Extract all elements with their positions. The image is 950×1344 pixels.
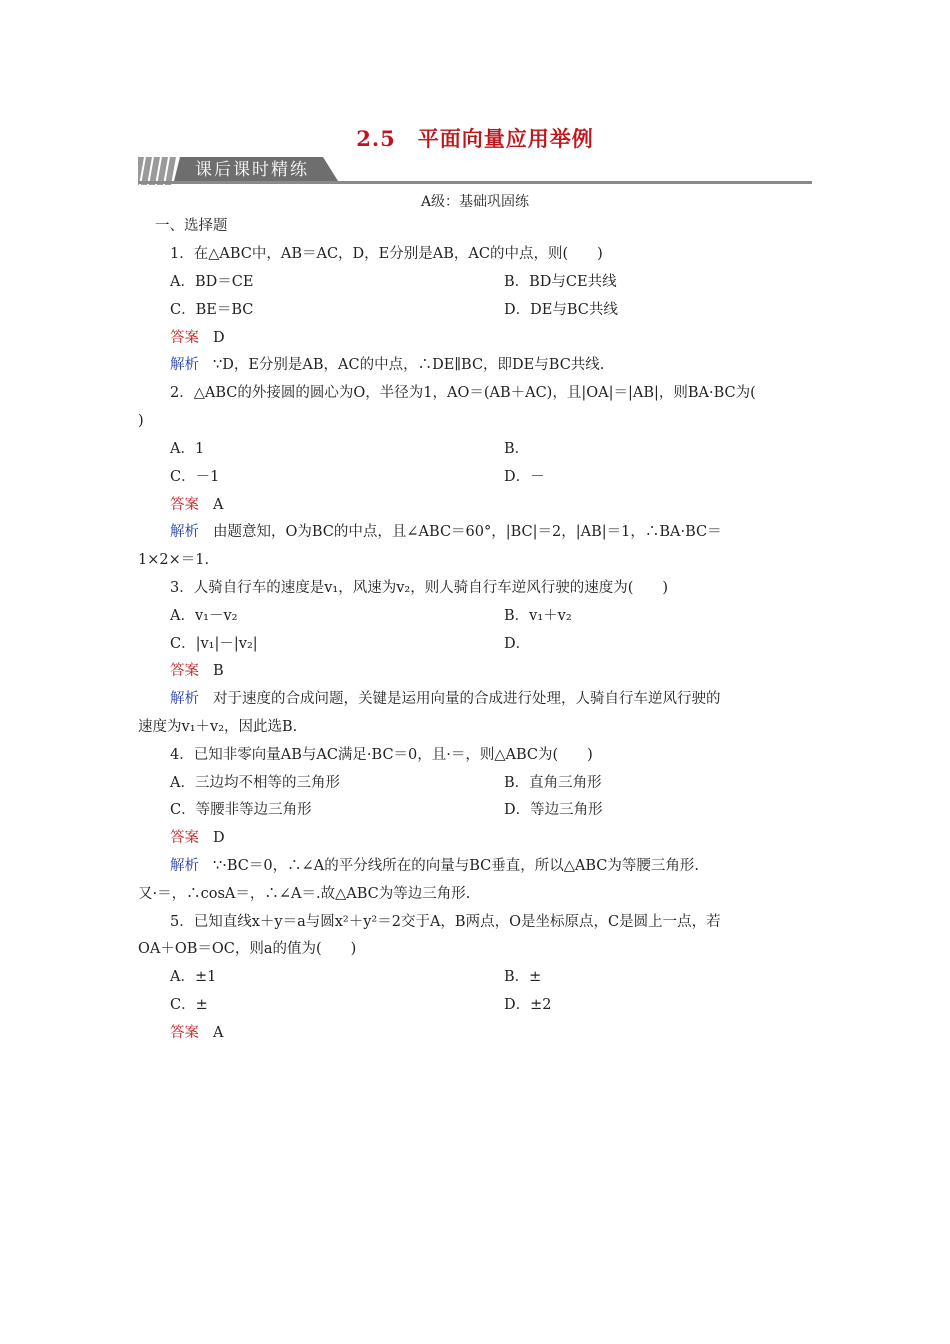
- banner-label: 课后课时精练: [195, 160, 309, 180]
- analysis-text: ∵D，E分别是AB，AC的中点，∴DE∥BC，即DE与BC共线.: [213, 357, 605, 373]
- answer-label: 答案: [170, 830, 199, 846]
- level-heading: A级：基础巩固练: [420, 194, 530, 210]
- q5-stem-cont: OA＋OB＝OC，则a的值为( ): [138, 941, 357, 957]
- q1-stem: 1．在△ABC中，AB＝AC，D，E分别是AB，AC的中点，则( ): [170, 246, 603, 262]
- q1-option-b: B．BD与CE共线: [504, 274, 617, 290]
- q3-option-b: B．v₁＋v₂: [504, 608, 572, 624]
- answer-label: 答案: [170, 330, 199, 346]
- q4-analysis-cont: 又·＝，∴cosA＝，∴∠A＝.故△ABC为等边三角形.: [138, 886, 471, 902]
- q4-analysis: [170, 856, 699, 876]
- answer-value: D: [213, 830, 225, 846]
- answer-label: 答案: [170, 663, 199, 679]
- answer-value: A: [213, 1025, 224, 1041]
- analysis-label: 解析: [170, 858, 199, 874]
- q3-option-a: A．v₁－v₂: [170, 608, 238, 624]
- q1-answer: [170, 328, 225, 348]
- q2-option-d: D．－: [504, 469, 545, 485]
- q2-analysis-cont: 1×2×＝1.: [138, 552, 210, 568]
- section-heading: 一、选择题: [155, 218, 228, 234]
- q1-option-a: A．BD＝CE: [170, 274, 254, 290]
- q3-analysis-cont: 速度为v₁＋v₂，因此选B.: [138, 719, 298, 735]
- q4-option-a: A．三边均不相等的三角形: [170, 775, 340, 791]
- q4-stem: 4．已知非零向量AB与AC满足·BC＝0，且·＝，则△ABC为( ): [170, 747, 593, 763]
- q3-answer: [170, 661, 224, 681]
- analysis-text: 对于速度的合成问题，关键是运用向量的合成进行处理，人骑自行车逆风行驶的: [213, 691, 721, 707]
- page-title: 2.5 平面向量应用举例: [356, 126, 594, 151]
- answer-label: 答案: [170, 1025, 199, 1041]
- q3-stem: 3．人骑自行车的速度是v₁，风速为v₂，则人骑自行车逆风行驶的速度为( ): [170, 580, 669, 596]
- q5-stem: 5．已知直线x＋y＝a与圆x²＋y²＝2交于A，B两点，O是坐标原点，C是圆上一点，若: [170, 914, 721, 930]
- q5-option-b: B．±: [504, 969, 542, 985]
- q1-analysis: [170, 355, 604, 375]
- analysis-label: 解析: [170, 357, 199, 373]
- q2-option-c: C．－1: [170, 469, 220, 485]
- answer-value: A: [213, 497, 224, 513]
- q5-option-a: A．±1: [170, 969, 217, 985]
- q5-option-c: C．±: [170, 997, 208, 1013]
- q5-option-d: D．±2: [504, 997, 552, 1013]
- q4-option-b: B．直角三角形: [504, 775, 602, 791]
- q2-stem: 2．△ABC的外接圆的圆心为O，半径为1，AO＝(AB＋AC)，且|OA|＝|AB|，则BA·BC为(: [170, 385, 756, 401]
- answer-value: D: [213, 330, 225, 346]
- q2-option-b: B．: [504, 441, 530, 457]
- q4-answer: [170, 828, 225, 848]
- q4-option-c: C．等腰非等边三角形: [170, 802, 312, 818]
- q4-option-d: D．等边三角形: [504, 802, 603, 818]
- q3-analysis: [170, 689, 721, 709]
- q5-answer: [170, 1023, 223, 1043]
- q3-option-d: D．: [504, 636, 531, 652]
- q1-option-d: D．DE与BC共线: [504, 302, 618, 318]
- answer-value: B: [213, 663, 224, 679]
- analysis-text: ∵·BC＝0，∴∠A的平分线所在的向量与BC垂直，所以△ABC为等腰三角形.: [213, 858, 699, 874]
- q2-answer: [170, 495, 223, 515]
- answer-label: 答案: [170, 497, 199, 513]
- q2-option-a: A．1: [170, 441, 205, 457]
- q1-option-c: C．BE＝BC: [170, 302, 254, 318]
- analysis-label: 解析: [170, 691, 199, 707]
- q2-analysis: [170, 522, 722, 542]
- q2-stem-cont: ): [138, 413, 144, 429]
- analysis-text: 由题意知，O为BC的中点，且∠ABC＝60°，|BC|＝2，|AB|＝1，∴BA·BC＝: [213, 524, 722, 540]
- analysis-label: 解析: [170, 524, 199, 540]
- q3-option-c: C．|v₁|－|v₂|: [170, 636, 258, 652]
- banner-stripes: [138, 157, 176, 185]
